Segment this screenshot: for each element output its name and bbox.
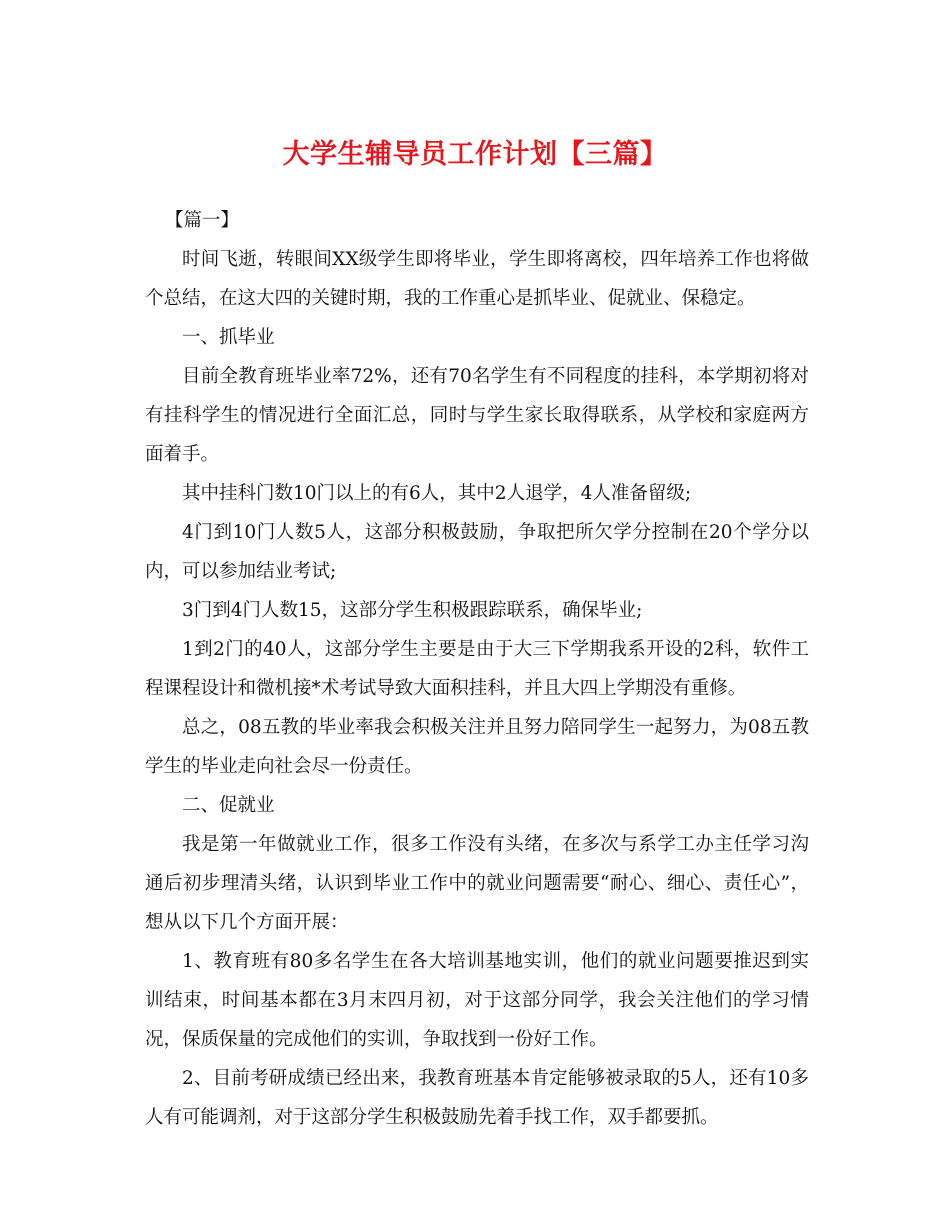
subheading-employment: 二、促就业 bbox=[182, 795, 275, 816]
paragraph-four-to-ten-courses: 4门到10门人数5人，这部分积极鼓励，争取把所欠学分控制在20个学分以内，可以参加结业考试; bbox=[145, 522, 809, 582]
paragraph-employment-intro: 我是第一年做就业工作，很多工作没有头绪，在多次与系学工办主任学习沟通后初步理清头绪，认识到毕业工作中的就业问题需要“耐心、细心、责任心”，想从以下几个方面开展： bbox=[145, 834, 809, 933]
document-body bbox=[145, 201, 809, 1137]
paragraph-over-ten-courses: 其中挂科门数10门以上的有6人，其中2人退学，4人准备留级; bbox=[182, 483, 692, 504]
paragraph-three-to-four-courses: 3门到4门人数15，这部分学生积极跟踪联系，确保毕业; bbox=[182, 600, 643, 621]
paragraph-employment-item-1: 1、教育班有80多名学生在各大培训基地实训，他们的就业问题要推迟到实训结束，时间基本都在3月末四月初，对于这部分同学，我会关注他们的学习情况，保质保量的完成他们的实训，争取找到一份好工作。 bbox=[145, 951, 809, 1050]
paragraph-employment-item-2: 2、目前考研成绩已经出来，我教育班基本肯定能够被录取的5人，还有10多人有可能调剂，对于这部分学生积极鼓励先着手找工作，双手都要抓。 bbox=[145, 1068, 809, 1128]
document-title: 大学生辅导员工作计划【三篇】 bbox=[282, 139, 668, 170]
section-heading-part-one: 【篇一】 bbox=[165, 210, 240, 231]
paragraph-summary: 总之，08五教的毕业率我会积极关注并且努力陪同学生一起努力，为08五教学生的毕业走向社会尽一份责任。 bbox=[145, 717, 809, 777]
paragraph-graduation-rate: 目前全教育班毕业率72%，还有70名学生有不同程度的挂科，本学期初将对有挂科学生的情况进行全面汇总，同时与学生家长取得联系，从学校和家庭两方面着手。 bbox=[145, 366, 809, 465]
subheading-graduation: 一、抓毕业 bbox=[182, 327, 275, 348]
paragraph-one-to-two-courses: 1到2门的40人，这部分学生主要是由于大三下学期我系开设的2科，软件工程课程设计和微机接*术考试导致大面积挂科，并且大四上学期没有重修。 bbox=[145, 639, 809, 699]
paragraph-intro: 时间飞逝，转眼间XX级学生即将毕业，学生即将离校，四年培养工作也将做个总结，在这大四的关键时期，我的工作重心是抓毕业、促就业、保稳定。 bbox=[145, 249, 809, 309]
